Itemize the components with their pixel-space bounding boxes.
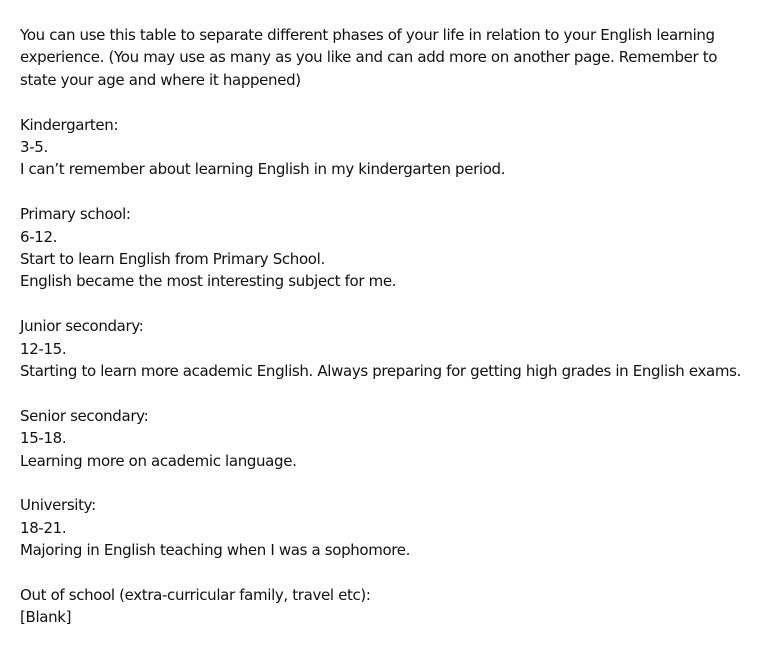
intro-paragraph <box>20 24 768 91</box>
section-heading: Senior secondary: <box>20 406 149 425</box>
section-note: Starting to learn more academic English. Always preparing for getting high grades in English exams. <box>20 362 741 381</box>
section-primary-school <box>20 203 768 293</box>
section-university <box>20 494 768 561</box>
section-note: Start to learn English from Primary School. <box>20 250 325 269</box>
section-kindergarten <box>20 114 768 181</box>
section-out-of-school <box>20 584 768 629</box>
section-junior-secondary <box>20 315 768 382</box>
intro-line: You can use this table to separate different phases of your life in relation to your English learning <box>20 26 715 44</box>
section-age: 3-5. <box>20 138 48 157</box>
section-note: Majoring in English teaching when I was a sophomore. <box>20 541 411 560</box>
section-heading: Junior secondary: <box>20 317 144 336</box>
section-note: Learning more on academic language. <box>20 451 297 470</box>
section-heading: Kindergarten: <box>20 115 119 134</box>
section-heading: Out of school (extra-curricular family, travel etc): <box>20 586 371 605</box>
section-note: I can’t remember about learning English in my kindergarten period. <box>20 160 506 179</box>
section-age: 6-12. <box>20 227 58 246</box>
section-age: 18-21. <box>20 518 67 537</box>
section-senior-secondary <box>20 405 768 472</box>
section-age: 12-15. <box>20 339 67 358</box>
document-body <box>20 24 768 629</box>
section-heading: Primary school: <box>20 205 131 224</box>
section-note: English became the most interesting subject for me. <box>20 272 397 291</box>
intro-line: experience. (You may use as many as you like and can add more on another page. Remember to <box>20 48 718 67</box>
intro-line: state your age and where it happened) <box>20 70 301 89</box>
section-age: 15-18. <box>20 429 67 448</box>
section-note: [Blank] <box>20 608 72 627</box>
section-heading: University: <box>20 496 96 515</box>
